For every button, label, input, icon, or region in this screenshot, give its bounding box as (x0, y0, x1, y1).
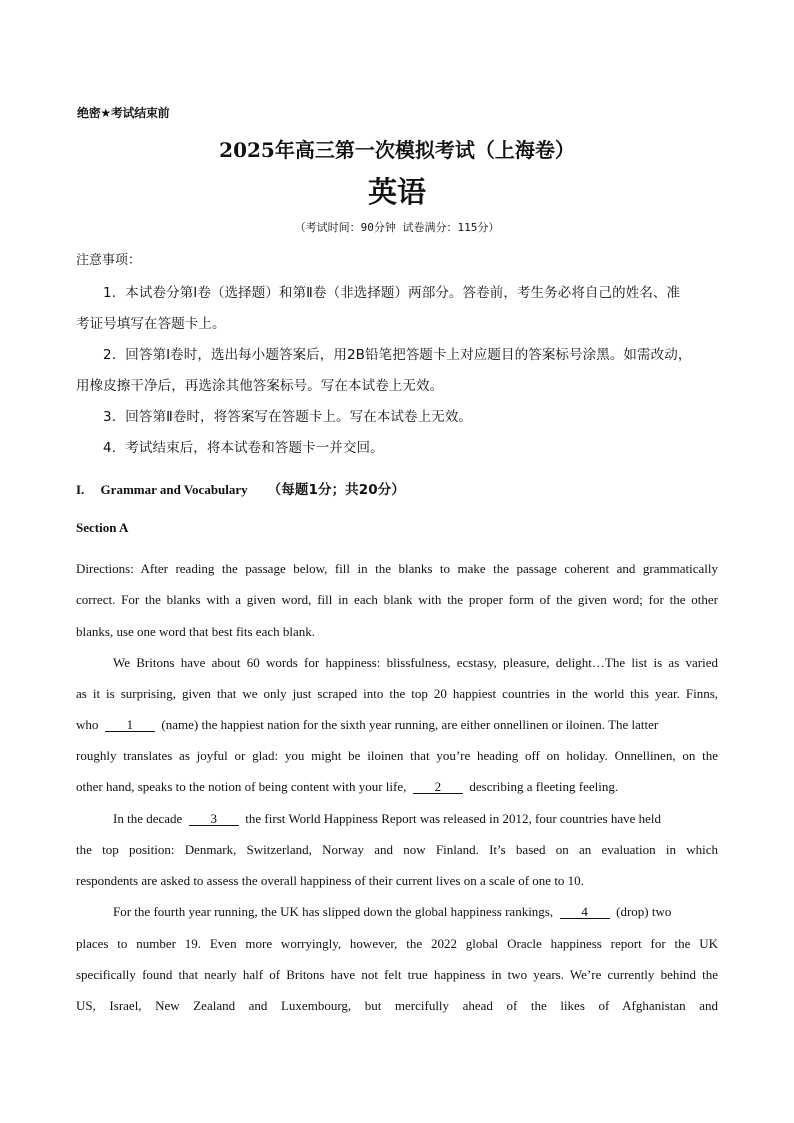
blank-3[interactable]: 3 (189, 812, 239, 826)
notice-item-4: 4．考试结束后，将本试卷和答题卡一并交回。 (103, 440, 384, 456)
passage-line-11: specifically found that nearly half of Britons have not felt true happiness in two years. We’re currently behind the (76, 967, 718, 982)
passage-text: In the decade (113, 811, 183, 826)
notice-heading: 注意事项： (76, 253, 142, 268)
passage-line-3 (76, 717, 658, 733)
directions-line-1: Directions: After reading the passage below, fill in the blanks to make the passage coherent and grammatically (76, 561, 718, 576)
passage-line-4: roughly translates as joyful or glad: you might be iloinen that you’re heading off on holiday. Onnellinen, on the (76, 748, 718, 763)
passage-text: For the fourth year running, the UK has slipped down the global happiness rankings, (113, 904, 554, 919)
passage-line-2: as it is surprising, given that we only just scraped into the top 20 happiest countries in the world this year. Finns, (76, 686, 718, 701)
notice-item-2-line-1: 2．回答第Ⅰ卷时，选出每小题答案后，用2B铅笔把答题卡上对应题目的答案标号涂黑。如需改动， (103, 347, 692, 363)
confidential-label: 绝密★考试结束前 (77, 106, 170, 120)
part-score: （每题1分；共20分） (267, 482, 405, 498)
exam-meta: （考试时间：90分钟 试卷满分：115分） (294, 221, 500, 234)
passage-text: (name) the happiest nation for the sixth year running, are either onnellinen or iloinen. The latter (161, 717, 659, 732)
blank-4[interactable]: 4 (560, 905, 610, 919)
section-heading: Section A (76, 520, 129, 535)
passage-line-12: US, Israel, New Zealand and Luxembourg, but mercifully ahead of the likes of Afghanistan and (76, 998, 718, 1013)
blank-2[interactable]: 2 (413, 780, 463, 794)
passage-text: describing a fleeting feeling. (469, 779, 619, 794)
passage-text: (drop) two (616, 904, 672, 919)
passage-text: other hand, speaks to the notion of being content with your life, (76, 779, 407, 794)
notice-item-2-line-2: 用橡皮擦干净后，再选涂其他答案标号。写在本试卷上无效。 (76, 378, 444, 394)
passage-line-6 (113, 811, 661, 827)
subject-title: 英语 (367, 175, 426, 209)
part-title: I. Grammar and Vocabulary (76, 482, 248, 497)
directions-line-3: blanks, use one word that best fits each blank. (76, 624, 315, 639)
passage-line-5 (76, 779, 618, 795)
passage-line-9 (113, 904, 671, 920)
passage-line-1: We Britons have about 60 words for happiness: blissfulness, ecstasy, pleasure, delight…The list is as varied (113, 655, 718, 670)
notice-item-1-line-2: 考证号填写在答题卡上。 (76, 316, 226, 332)
passage-line-7: the top position: Denmark, Switzerland, Norway and now Finland. It’s based on an evaluation in which (76, 842, 718, 857)
blank-1[interactable]: 1 (105, 718, 155, 732)
passage-text: the first World Happiness Report was released in 2012, four countries have held (245, 811, 661, 826)
directions-line-2: correct. For the blanks with a given word, fill in each blank with the proper form of the given word; for the other (76, 592, 718, 607)
part-heading (76, 478, 405, 498)
notice-item-3: 3．回答第Ⅱ卷时，将答案写在答题卡上。写在本试卷上无效。 (103, 409, 473, 425)
passage-text: who (76, 717, 99, 732)
notice-item-1-line-1: 1．本试卷分第Ⅰ卷（选择题）和第Ⅱ卷（非选择题）两部分。答卷前，考生务必将自己的姓名、准 (103, 285, 681, 301)
exam-title: 2025年高三第一次模拟考试（上海卷） (219, 138, 575, 162)
passage-line-8: respondents are asked to assess the overall happiness of their current lives on a scale of one to 10. (76, 873, 584, 888)
passage-line-10: places to number 19. Even more worryingly, however, the 2022 global Oracle happiness report for the UK (76, 936, 718, 951)
